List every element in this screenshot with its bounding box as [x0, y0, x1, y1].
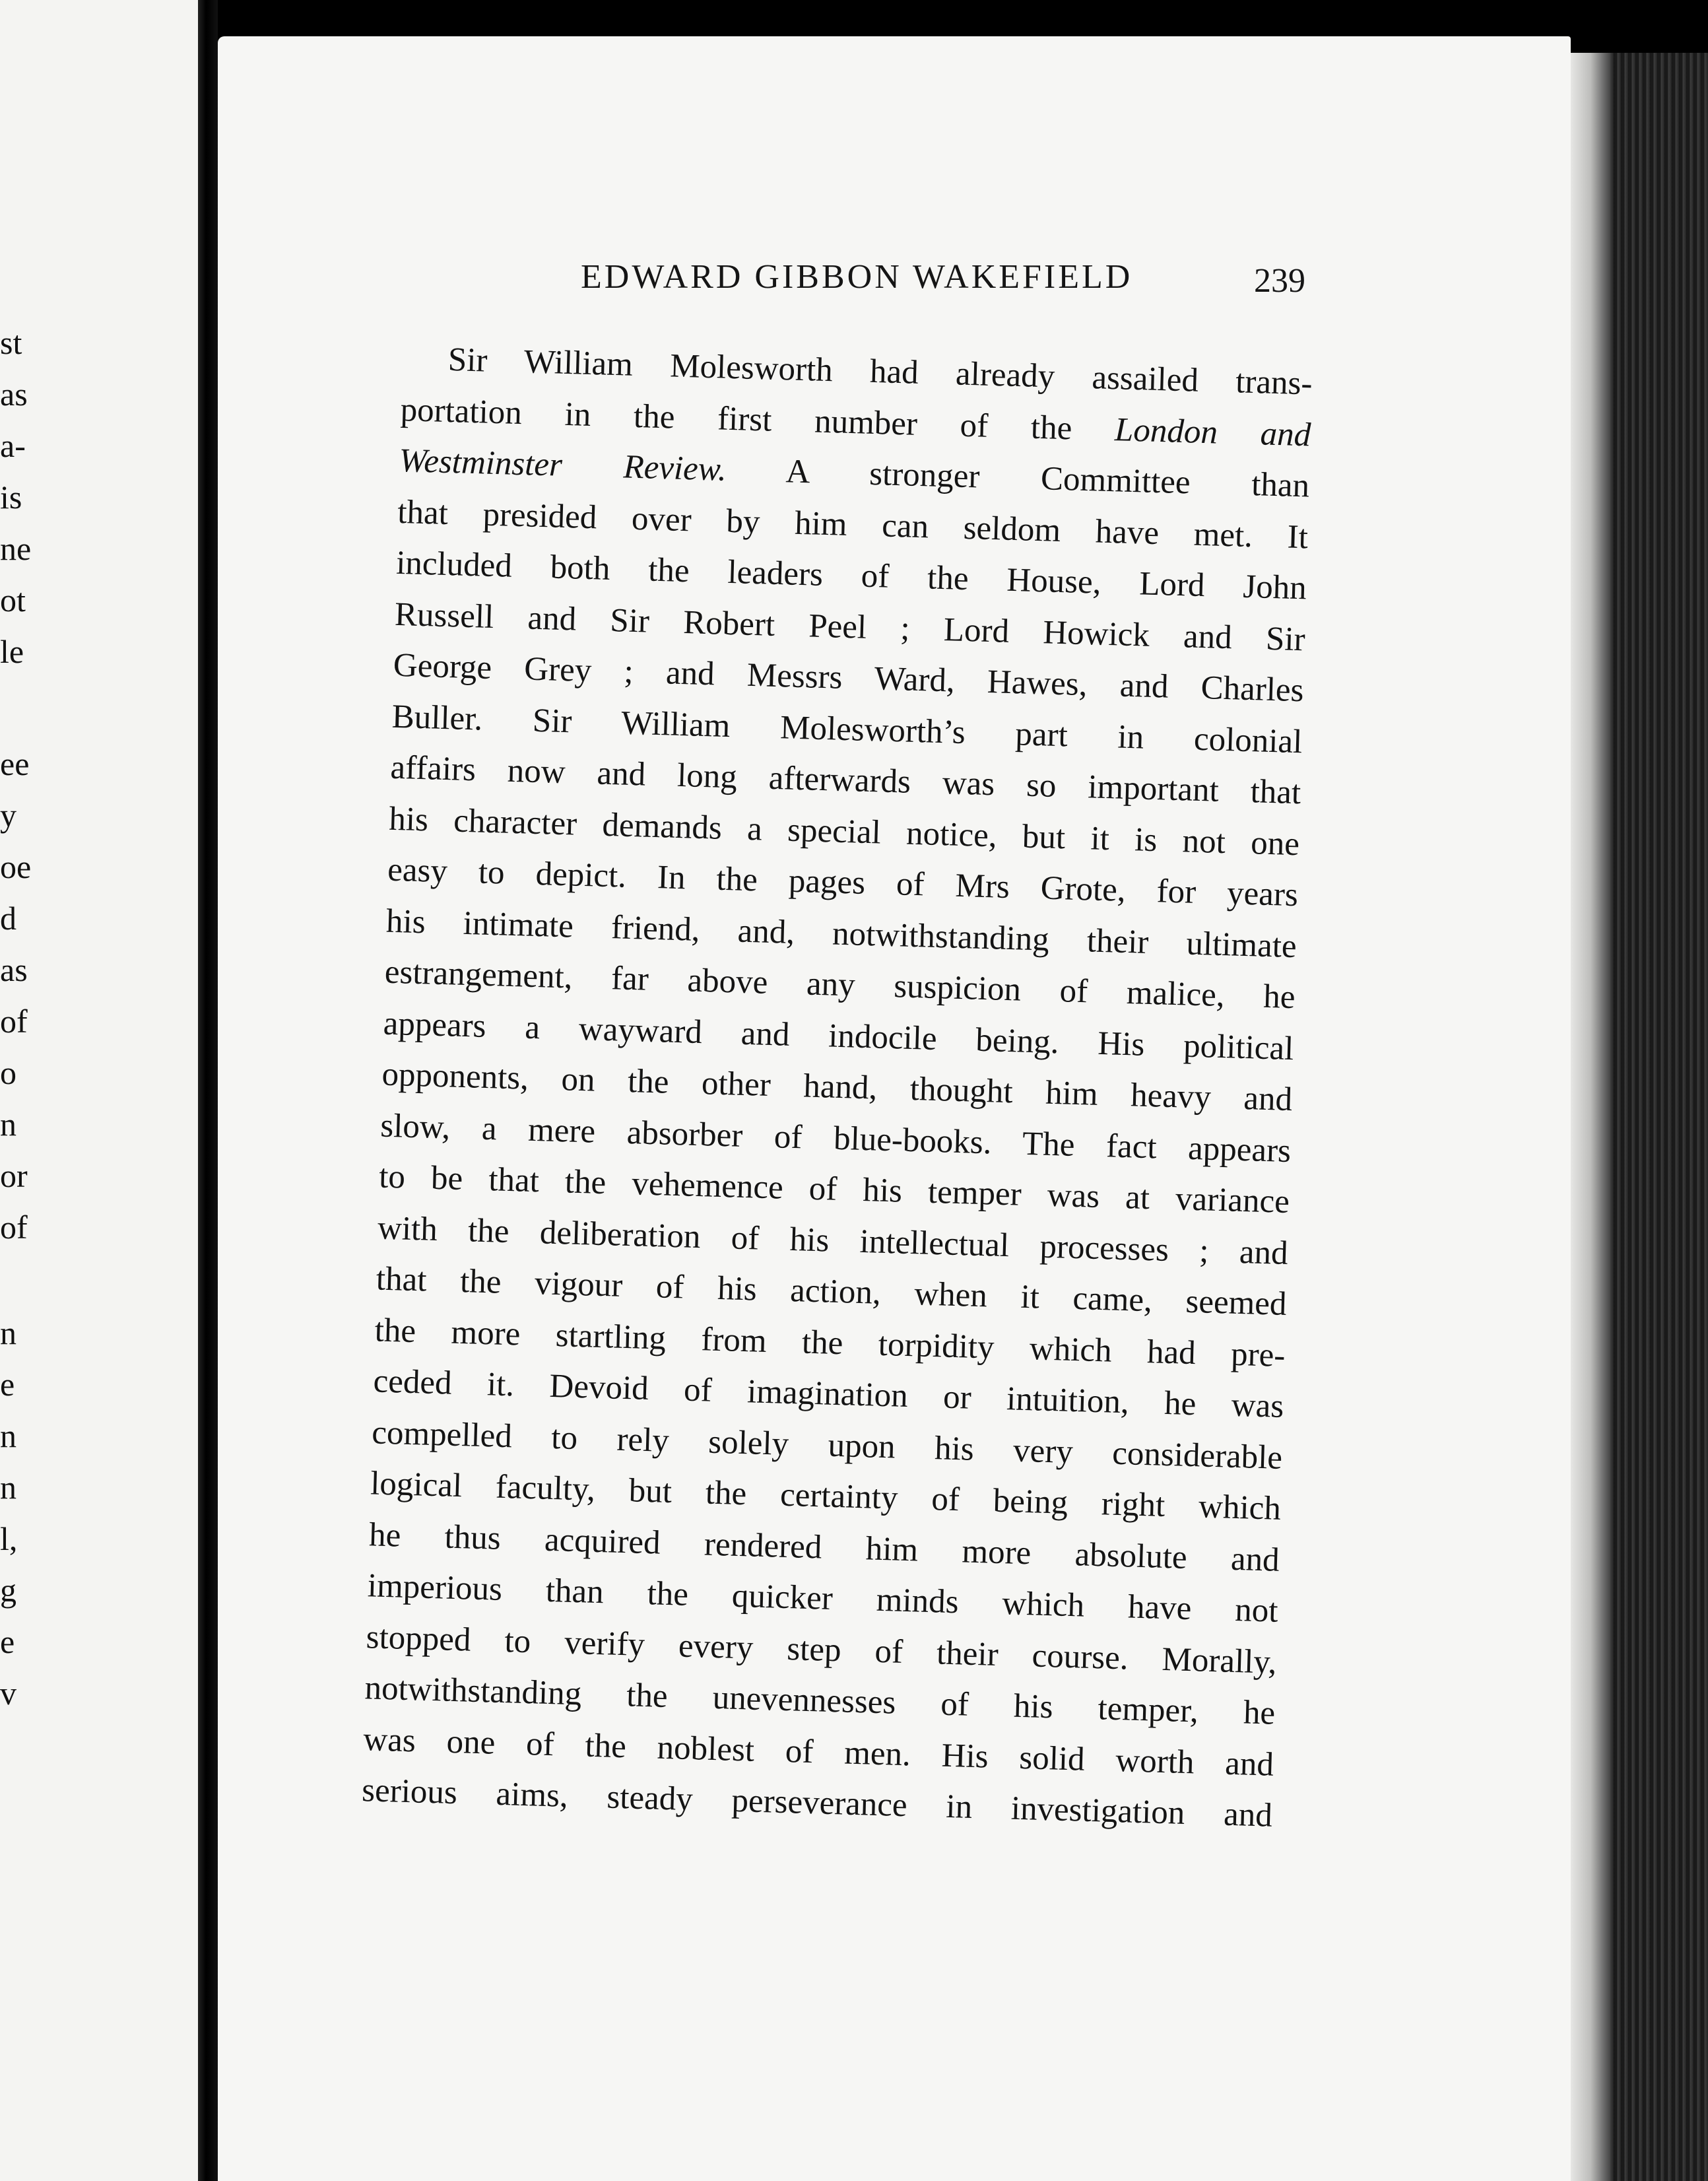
- text-line: opponents, on the other hand, thought him heavy and: [381, 1056, 1293, 1119]
- text-line: his character demands a special notice, but it is not one: [388, 800, 1300, 863]
- text-line: stopped to verify every step of their course. Morally,: [366, 1618, 1278, 1681]
- text-line: easy to depict. In the pages of Mrs Grote, for years: [387, 851, 1299, 914]
- previous-page-fragment: ee: [0, 745, 30, 782]
- text-line: compelled to rely solely upon his very considerable: [371, 1413, 1283, 1477]
- previous-page-fragment: n: [0, 1314, 16, 1351]
- previous-page-fragment: n: [0, 1106, 16, 1143]
- text-line: Westminster Review. A stronger Committee than: [398, 442, 1310, 505]
- previous-page-fragment: oe: [0, 848, 32, 885]
- text-line: appears a wayward and indocile being. His political: [383, 1005, 1295, 1067]
- running-head: EDWARD GIBBON WAKEFIELD: [581, 258, 1133, 296]
- text-line: that the vigour of his action, when it came, seemed: [376, 1260, 1288, 1323]
- body-text: [361, 333, 1313, 1842]
- book-gutter: [198, 0, 218, 2181]
- previous-page-fragment: e: [0, 1623, 15, 1660]
- text-line: logical faculty, but the certainty of being right which: [370, 1465, 1282, 1527]
- previous-page-fragment: or: [0, 1157, 28, 1194]
- previous-page-fragment: st: [0, 324, 22, 361]
- previous-page-fragment: o: [0, 1054, 16, 1091]
- text-line: his intimate friend, and, notwithstanding their ultimate: [385, 902, 1297, 965]
- previous-page-fragment: ne: [0, 530, 32, 567]
- previous-page-fragment: a-: [0, 427, 26, 464]
- previous-page-fragment: n: [0, 1469, 16, 1506]
- text-line: the more startling from the torpidity which had pre-: [374, 1311, 1286, 1374]
- text-line: with the deliberation of his intellectual processes ; and: [377, 1209, 1289, 1272]
- previous-page-fragment: l,: [0, 1520, 18, 1557]
- previous-page-fragment: of: [0, 1209, 28, 1246]
- previous-page-fragment: g: [0, 1572, 16, 1609]
- text-line: imperious than the quicker minds which have not: [367, 1567, 1279, 1630]
- text-line: estrangement, far above any suspicion of malice, he: [384, 953, 1296, 1017]
- previous-page-fragment: as: [0, 951, 28, 988]
- previous-page-fragment: d: [0, 900, 16, 937]
- previous-page-fragment: e: [0, 1366, 15, 1403]
- page-edge-highlight: [1571, 53, 1610, 2181]
- text-line: George Grey ; and Messrs Ward, Hawes, and Charles: [393, 646, 1305, 710]
- text-line: serious aims, steady perseverance in investigation and: [361, 1772, 1273, 1834]
- previous-page-line-endings: [0, 0, 198, 2181]
- page-header: [581, 257, 1320, 310]
- previous-page-fragment: as: [0, 376, 28, 413]
- text-line: included both the leaders of the House, Lord John: [395, 544, 1307, 607]
- previous-page-fragment: is: [0, 479, 22, 516]
- previous-page-fragment: of: [0, 1003, 28, 1040]
- text-line: portation in the first number of the London and: [399, 391, 1312, 453]
- text-line: Buller. Sir William Molesworth’s part in colonial: [391, 698, 1303, 760]
- text-line: was one of the noblest of men. His solid worth and: [362, 1720, 1274, 1784]
- previous-page-fragment: y: [0, 797, 16, 834]
- text-line: ceded it. Devoid of imagination or intuition, he was: [372, 1362, 1284, 1425]
- previous-page-fragment: ot: [0, 582, 26, 619]
- previous-page-fragment: le: [0, 633, 24, 670]
- text-line: that presided over by him can seldom have met. It: [397, 493, 1309, 556]
- text-line: slow, a mere absorber of blue-books. The fact appears: [379, 1107, 1292, 1170]
- previous-page-fragment: n: [0, 1417, 16, 1454]
- page-number: 239: [1254, 262, 1305, 300]
- text-line: Russell and Sir Robert Peel ; Lord Howick and Sir: [394, 595, 1306, 658]
- previous-page-fragment: v: [0, 1675, 16, 1712]
- text-line: to be that the vehemence of his temper was at variance: [378, 1158, 1290, 1221]
- text-line: notwithstanding the unevennesses of his temper, he: [364, 1669, 1276, 1732]
- text-line: Sir William Molesworth had already assailed trans-: [447, 341, 1313, 403]
- text-line: affairs now and long afterwards was so important that: [389, 749, 1301, 812]
- text-line: he thus acquired rendered him more absolute and: [368, 1516, 1280, 1579]
